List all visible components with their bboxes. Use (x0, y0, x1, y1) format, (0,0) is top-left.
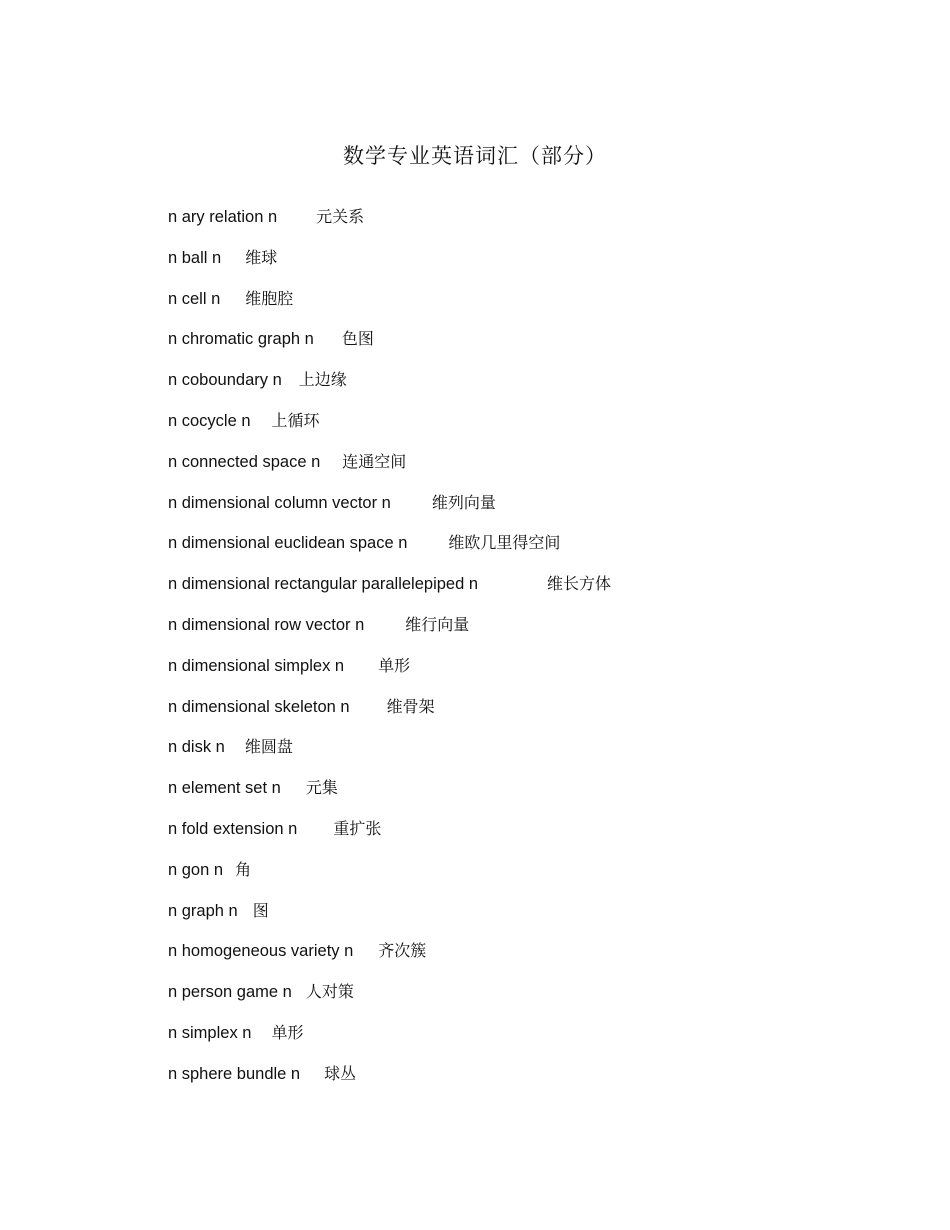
english-term: n coboundary n (168, 371, 282, 390)
english-term: n cell n (168, 289, 221, 308)
english-term: n dimensional skeleton n (168, 697, 350, 716)
list-item (168, 410, 868, 451)
chinese-term: 元关系 (316, 207, 365, 226)
chinese-term: 维行向量 (405, 614, 470, 634)
list-item (168, 532, 868, 573)
english-term: n connected space n (168, 452, 321, 471)
english-term: n fold extension n (168, 819, 298, 838)
chinese-term: 角 (235, 859, 252, 879)
chinese-term: 连通空间 (342, 451, 407, 471)
chinese-term: 图 (252, 900, 269, 920)
list-item (168, 247, 868, 288)
list-item (168, 859, 868, 900)
list-item (168, 736, 868, 777)
list-item (168, 328, 868, 369)
english-term: n dimensional column vector n (168, 493, 391, 512)
english-term: n cocycle n (168, 411, 251, 430)
list-item (168, 900, 868, 941)
chinese-term: 重扩张 (333, 818, 382, 838)
chinese-term: 维长方体 (547, 574, 612, 594)
list-item (168, 288, 868, 329)
list-item (168, 573, 868, 614)
list-item (168, 206, 868, 247)
chinese-term: 单形 (271, 1022, 304, 1042)
chinese-term: 上边缘 (298, 370, 347, 390)
list-item (168, 981, 868, 1022)
chinese-term: 人对策 (305, 982, 354, 1002)
english-term: n ball n (168, 248, 222, 267)
english-term: n dimensional rectangular parallelepiped n (168, 575, 479, 594)
list-item (168, 614, 868, 655)
english-term: n ary relation n (168, 208, 278, 226)
chinese-term: 单形 (378, 655, 411, 675)
list-item (168, 777, 868, 818)
chinese-term: 维欧几里得空间 (448, 533, 561, 553)
list-item (168, 655, 868, 696)
english-term: n disk n (168, 738, 225, 757)
chinese-term: 齐次簇 (378, 941, 427, 961)
chinese-term: 维骨架 (386, 696, 435, 716)
list-item (168, 451, 868, 492)
list-item (168, 369, 868, 410)
english-term: n chromatic graph n (168, 330, 314, 349)
list-item (168, 492, 868, 533)
chinese-term: 元集 (305, 778, 338, 798)
english-term: n homogeneous variety n (168, 942, 354, 961)
english-term: n person game n (168, 983, 292, 1002)
english-term: n sphere bundle n (168, 1064, 301, 1083)
list-item (168, 940, 868, 981)
page-title: 数学专业英语词汇（部分） (343, 144, 607, 168)
chinese-term: 球丛 (324, 1063, 357, 1083)
chinese-term: 维胞腔 (245, 288, 294, 308)
chinese-term: 上循环 (271, 410, 320, 430)
list-item (168, 1022, 868, 1063)
english-term: n graph n (168, 901, 238, 920)
english-term: n element set n (168, 779, 281, 798)
chinese-term: 维列向量 (431, 492, 496, 512)
list-item (168, 1063, 868, 1104)
english-term: n dimensional row vector n (168, 615, 365, 634)
english-term: n dimensional simplex n (168, 656, 345, 675)
english-term: n simplex n (168, 1023, 252, 1042)
chinese-term: 色图 (341, 329, 374, 349)
vocabulary-list (168, 206, 868, 1104)
english-term: n gon n (168, 860, 224, 879)
english-term: n dimensional euclidean space n (168, 534, 408, 553)
chinese-term: 维球 (245, 247, 278, 267)
chinese-term: 维圆盘 (244, 737, 293, 757)
list-item (168, 696, 868, 737)
list-item (168, 818, 868, 859)
